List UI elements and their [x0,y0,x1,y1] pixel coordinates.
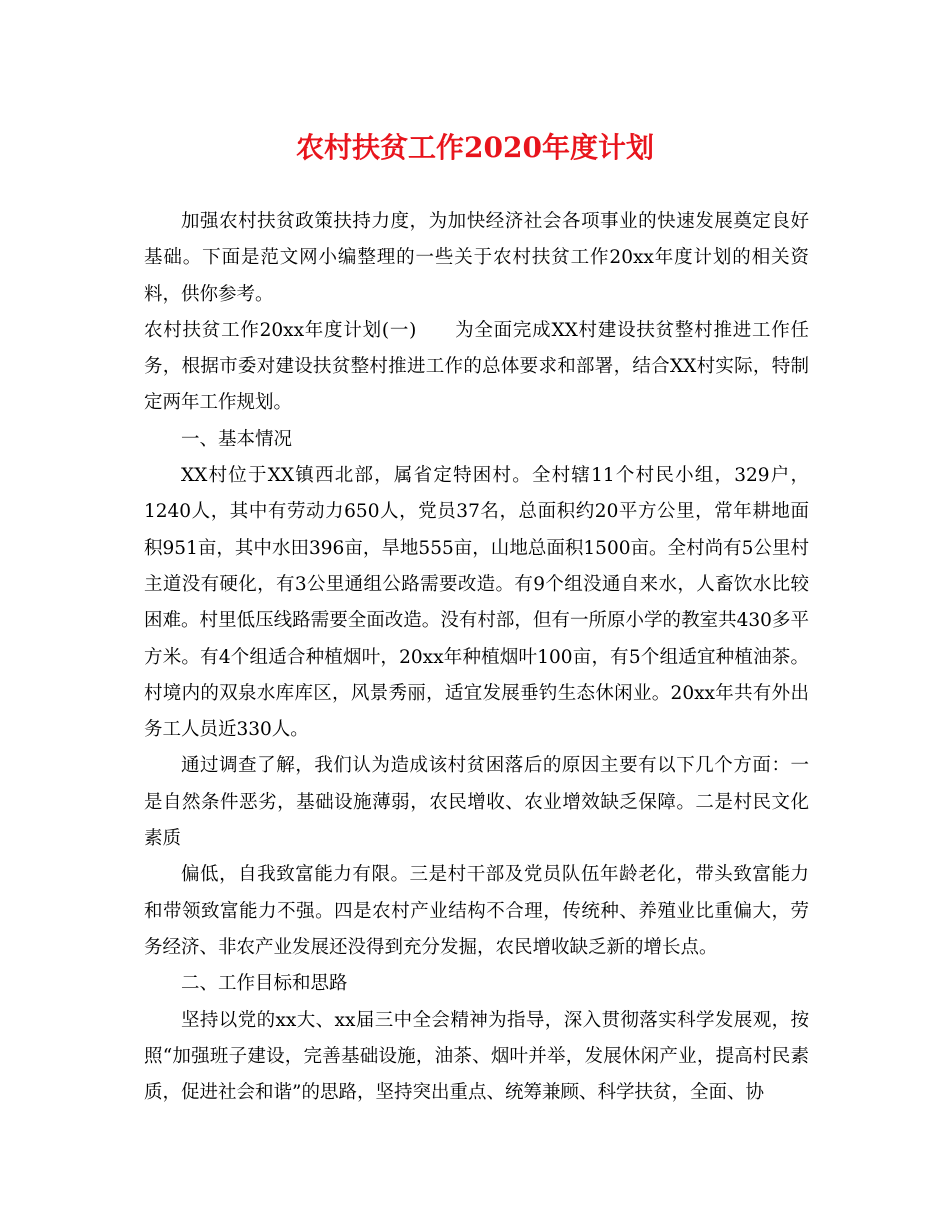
section-heading-goals: 二、工作目标和思路 [181,973,348,995]
poverty-causes-continued-paragraph: 偏低，自我致富能力有限。三是村干部及党员队伍年龄老化，带头致富能力和带领致富能力不强。四是农村产业结构不合理，传统种、养殖业比重偏大，劳务经济、非农产业发展还没得到充分发掘，农民增收缺乏新的增长点。 [144,864,809,958]
section-heading-basic-situation: 一、基本情况 [181,428,293,450]
plan-one-text: 为全面完成XX村建设扶贫整村推进工作任务，根据市委对建设扶贫整村推进工作的总体要求和部署，结合XX村实际，特制定两年工作规划。 [144,319,810,414]
document-title: 农村扶贫工作2020年度计划 [296,131,654,164]
intro-paragraph: 加强农村扶贫政策扶持力度，为加快经济社会各项事业的快速发展奠定良好基础。下面是范文网小编整理的一些关于农村扶贫工作20xx年度计划的相关资料，供你参考。 [144,211,809,305]
poverty-causes-paragraph: 通过调查了解，我们认为造成该村贫困落后的原因主要有以下几个方面：一是自然条件恶劣，基础设施薄弱，农民增收、农业增效缺乏保障。二是村民文化素质 [144,755,809,850]
plan-one-paragraph [144,313,809,422]
basic-situation-paragraph: XX村位于XX镇西北部，属省定特困村。全村辖11个村民小组，329户，1240人，其中有劳动力650人，党员37名，总面积约20平方公里，常年耕地面积951亩，其中水田396亩，旱地555亩，山地总面积1500亩。全村尚有5公里村主道没有硬化，有3公里通组公路需要改造。有9个组没通自来水，人畜饮水比较困难。村里低压线路需要全面改造。没有村部，但有一所原小学的教室共430多平方米。有4个组适合种植烟叶，20xx年种植烟叶100亩，有5个组适宜种植油茶。村境内的双泉水库库区，风景秀丽，适宜发展垂钓生态休闲业。20xx年共有外出务工人员近330人。 [144,465,809,741]
plan-one-heading: 农村扶贫工作20xx年度计划(一) [144,319,417,341]
goals-paragraph: 坚持以党的xx大、xx届三中全会精神为指导，深入贯彻落实科学发展观，按照“加强班子建设，完善基础设施，油茶、烟叶并举，发展休闲产业，提高村民素质，促进社会和谐”的思路，坚持突出重点、统筹兼顾、科学扶贫，全面、协 [144,1009,809,1104]
document-body [144,204,809,1111]
